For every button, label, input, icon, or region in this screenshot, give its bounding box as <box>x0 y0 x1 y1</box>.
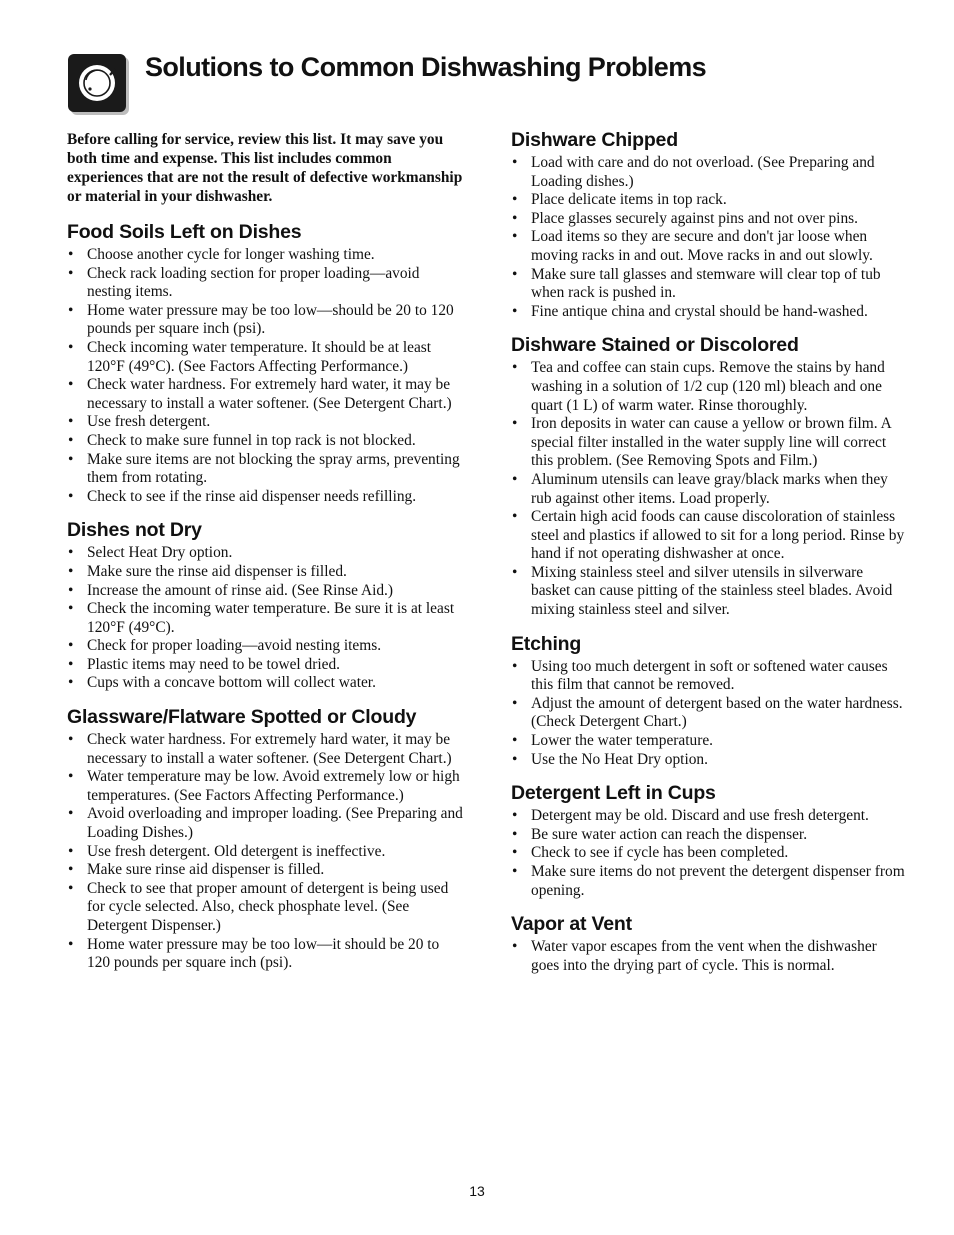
list-item-text: Make sure the rinse aid dispenser is filled. <box>87 562 347 580</box>
list-item-text: Check water hardness. For extremely hard water, it may be necessary to install a water softener. (See Detergent Chart.) <box>87 376 452 412</box>
list-item <box>67 880 465 936</box>
list-item-text: Iron deposits in water can cause a yellow or brown film. A special filter installed in the water supply line will correct this problem. (See Removing Spots and Film.) <box>531 415 891 470</box>
bullet-icon: • <box>68 431 74 449</box>
list-item-text: Check to make sure funnel in top rack is not blocked. <box>87 431 416 449</box>
list-item <box>511 303 905 322</box>
section-dishware-chipped <box>511 128 905 321</box>
section-dishware-stained-or-discolored <box>511 333 905 619</box>
list-item-text: Adjust the amount of detergent based on the water hardness. (Check Detergent Chart.) <box>531 694 903 731</box>
bullet-icon: • <box>68 376 74 394</box>
list-item <box>67 451 465 488</box>
list-item <box>511 751 905 770</box>
bullet-icon: • <box>68 674 74 692</box>
bullet-icon: • <box>68 861 74 879</box>
bullet-icon: • <box>68 581 74 599</box>
list-item-text: Make sure tall glasses and stemware will clear top of tub when rack is pushed in. <box>531 265 881 302</box>
list-item <box>511 191 905 210</box>
list-item <box>67 302 465 339</box>
list-item-text: Check to see that proper amount of detergent is being used for cycle selected. Also, check phosphate level. (See Detergent Dispenser.) <box>87 879 449 934</box>
bullet-icon: • <box>512 863 518 880</box>
list-item-text: Home water pressure may be too low—should be 20 to 120 pounds per square inch (psi). <box>87 301 454 338</box>
bullet-icon: • <box>512 265 518 283</box>
bullet-icon: • <box>512 191 518 209</box>
page-number: 13 <box>469 1183 485 1199</box>
list-item <box>67 600 465 637</box>
list-item <box>511 658 905 695</box>
list-item <box>511 359 905 415</box>
bullet-icon: • <box>68 301 74 319</box>
bullet-icon: • <box>512 359 518 377</box>
list-item <box>511 415 905 471</box>
list-item <box>511 154 905 191</box>
section-dishes-not-dry <box>67 518 465 693</box>
list-item-text: Check incoming water temperature. It should be at least 120°F (49°C). (See Factors Affecting Performance.) <box>87 338 432 375</box>
section-heading: Glassware/Flatware Spotted or Cloudy <box>67 706 417 729</box>
list-item <box>67 339 465 376</box>
list-item <box>511 807 905 826</box>
list-item-text: Detergent may be old. Discard and use fresh detergent. <box>531 807 869 825</box>
bullet-icon: • <box>512 508 518 526</box>
list-item <box>67 731 465 768</box>
bullet-list <box>511 658 905 770</box>
list-item-text: Tea and coffee can stain cups. Remove the stains by hand washing in a solution of 1/2 cup (120 ml) bleach and one quart (1 L) of warm water. Rinse thoroughly. <box>531 359 885 414</box>
list-item <box>511 732 905 751</box>
list-item <box>511 938 905 975</box>
list-item-text: Make sure rinse aid dispenser is filled. <box>87 861 325 879</box>
bullet-icon: • <box>512 228 518 246</box>
bullet-icon: • <box>512 302 518 320</box>
bullet-list <box>67 544 465 693</box>
list-item-text: Be sure water action can reach the dispenser. <box>531 825 808 843</box>
bullet-icon: • <box>512 154 518 171</box>
list-item <box>67 376 465 413</box>
bullet-icon: • <box>512 470 518 488</box>
bullet-icon: • <box>68 879 74 897</box>
section-heading: Food Soils Left on Dishes <box>67 221 302 243</box>
list-item-text: Aluminum utensils can leave gray/black marks when they rub against other items. Load properly. <box>531 470 888 507</box>
bullet-icon: • <box>512 415 518 433</box>
list-item <box>67 246 465 265</box>
bullet-icon: • <box>512 694 518 712</box>
list-item-text: Use fresh detergent. <box>87 413 211 431</box>
bullet-icon: • <box>68 637 74 655</box>
section-detergent-left-in-cups <box>511 781 905 900</box>
section-food-soils-left-on-dishes <box>67 220 465 506</box>
section-heading: Detergent Left in Cups <box>511 782 716 805</box>
list-item-text: Increase the amount of rinse aid. (See Rinse Aid.) <box>87 581 394 599</box>
bullet-icon: • <box>68 805 74 823</box>
list-item <box>67 488 465 507</box>
list-item <box>67 656 465 675</box>
bullet-icon: • <box>68 450 74 468</box>
list-item <box>511 210 905 229</box>
bullet-icon: • <box>68 264 74 282</box>
bullet-icon: • <box>68 600 74 618</box>
list-item <box>67 768 465 805</box>
list-item-text: Water vapor escapes from the vent when the dishwasher goes into the drying part of cycle. This is normal. <box>531 938 877 974</box>
list-item <box>511 863 905 900</box>
list-item <box>511 826 905 845</box>
section-heading: Dishware Chipped <box>511 129 678 151</box>
list-item <box>511 471 905 508</box>
list-item <box>511 844 905 863</box>
list-item-text: Check the incoming water temperature. Be sure it is at least 120°F (49°C). <box>87 600 455 636</box>
bullet-icon: • <box>68 731 74 749</box>
bullet-icon: • <box>512 563 518 581</box>
list-item <box>67 582 465 601</box>
page-title: Solutions to Common Dishwashing Problems <box>145 52 707 82</box>
list-item-text: Load items so they are secure and don't jar loose when moving racks in and out. Move racks in and out slowly. <box>531 228 873 264</box>
list-item-text: Certain high acid foods can cause discoloration of stainless steel and plastics if allowed to sit for a long period. Rinse by hand if not operating dishwasher at once. <box>531 508 905 563</box>
list-item <box>511 228 905 265</box>
list-item-text: Check for proper loading—avoid nesting items. <box>87 637 382 655</box>
list-item-text: Make sure items do not prevent the detergent dispenser from opening. <box>531 863 905 899</box>
list-item <box>67 861 465 880</box>
list-item-text: Water temperature may be low. Avoid extremely low or high temperatures. (See Factors Affecting Performance.) <box>87 768 460 804</box>
list-item-text: Use fresh detergent. Old detergent is ineffective. <box>87 842 386 860</box>
section-etching <box>511 632 905 770</box>
bullet-icon: • <box>68 413 74 431</box>
dishwasher-wash-icon <box>68 54 126 112</box>
list-item <box>67 805 465 842</box>
bullet-icon: • <box>512 844 518 862</box>
list-item <box>67 843 465 862</box>
list-item <box>511 695 905 732</box>
list-item <box>67 544 465 563</box>
list-item-text: Mixing stainless steel and silver utensils in silverware basket can cause pitting of the stainless steel blades. Avoid mixing stainless steel and silver. <box>531 563 893 619</box>
list-item-text: Cups with a concave bottom will collect water. <box>87 674 376 692</box>
intro-text: Before calling for service, review this list. It may save you both time and expense. This list includes common experiences that are not the result of defective workmanship or material in your dishwasher. <box>67 131 463 205</box>
list-item <box>67 674 465 693</box>
bullet-icon: • <box>68 768 74 786</box>
list-item-text: Check water hardness. For extremely hard water, it may be necessary to install a water softener. (See Detergent Chart.) <box>87 731 452 767</box>
list-item-text: Fine antique china and crystal should be hand-washed. <box>531 302 868 320</box>
bullet-icon: • <box>512 938 518 956</box>
section-heading: Etching <box>511 632 582 655</box>
list-item-text: Using too much detergent in soft or softened water causes this film that cannot be removed. <box>531 657 888 694</box>
bullet-list <box>511 154 905 321</box>
section-heading: Dishware Stained or Discolored <box>511 334 799 357</box>
list-item-text: Use the No Heat Dry option. <box>531 750 708 768</box>
list-item-text: Choose another cycle for longer washing time. <box>87 246 375 263</box>
section-heading: Vapor at Vent <box>511 913 632 936</box>
list-item <box>511 508 905 564</box>
bullet-icon: • <box>68 655 74 673</box>
list-item <box>67 432 465 451</box>
bullet-icon: • <box>68 935 74 953</box>
bullet-icon: • <box>68 246 74 263</box>
bullet-icon: • <box>512 807 518 825</box>
bullet-list <box>67 246 465 506</box>
right-column <box>511 128 905 987</box>
bullet-list <box>511 938 905 975</box>
list-item-text: Make sure items are not blocking the spray arms, preventing them from rotating. <box>87 450 460 487</box>
list-item <box>511 564 905 620</box>
bullet-icon: • <box>512 732 518 750</box>
list-item-text: Avoid overloading and improper loading. (See Preparing and Loading Dishes.) <box>87 805 463 842</box>
list-item <box>67 265 465 302</box>
left-column <box>67 130 465 985</box>
bullet-icon: • <box>68 562 74 580</box>
bullet-icon: • <box>512 209 518 227</box>
list-item <box>67 563 465 582</box>
section-heading: Dishes not Dry <box>67 519 202 542</box>
bullet-icon: • <box>68 842 74 860</box>
bullet-icon: • <box>512 825 518 843</box>
list-item-text: Place delicate items in top rack. <box>531 191 727 209</box>
page-header <box>68 52 928 116</box>
list-item-text: Select Heat Dry option. <box>87 544 233 562</box>
bullet-icon: • <box>68 544 74 562</box>
list-item-text: Lower the water temperature. <box>531 732 714 750</box>
list-item-text: Home water pressure may be too low—it should be 20 to 120 pounds per square inch (psi). <box>87 935 440 972</box>
bullet-icon: • <box>68 487 74 505</box>
list-item-text: Check to see if cycle has been completed. <box>531 844 789 862</box>
list-item-text: Check to see if the rinse aid dispenser needs refilling. <box>87 487 417 505</box>
list-item-text: Load with care and do not overload. (See Preparing and Loading dishes.) <box>531 154 875 190</box>
section-glassware-flatware-spotted-or-cloudy <box>67 705 465 973</box>
list-item-text: Check rack loading section for proper loading—avoid nesting items. <box>87 264 420 301</box>
list-item <box>67 936 465 973</box>
section-vapor-at-vent <box>511 912 905 975</box>
list-item-text: Plastic items may need to be towel dried. <box>87 655 341 673</box>
bullet-list <box>511 807 905 900</box>
list-item-text: Place glasses securely against pins and not over pins. <box>531 209 858 227</box>
bullet-list <box>67 731 465 973</box>
bullet-icon: • <box>68 338 74 356</box>
bullet-list <box>511 359 905 619</box>
list-item <box>511 266 905 303</box>
list-item <box>67 637 465 656</box>
bullet-icon: • <box>512 750 518 768</box>
list-item <box>67 413 465 432</box>
bullet-icon: • <box>512 657 518 675</box>
